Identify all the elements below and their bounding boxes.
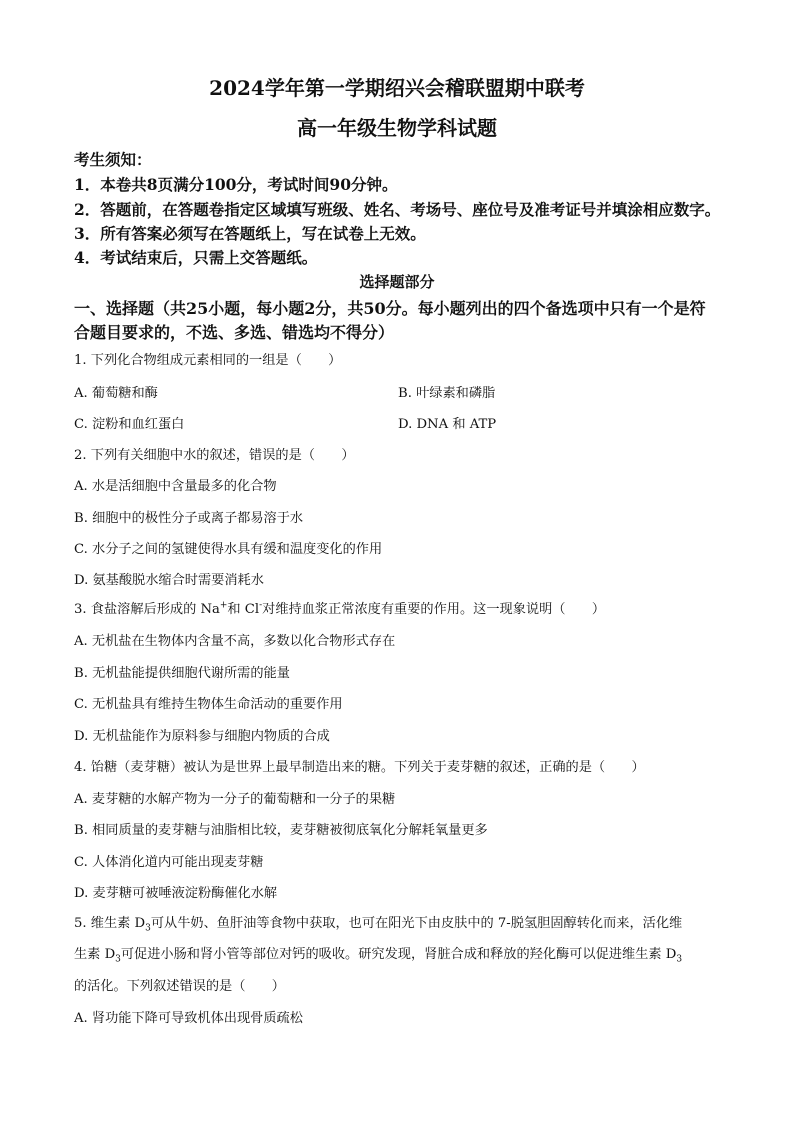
exam-title: 2024学年第一学期绍兴会稽联盟期中联考 [209,76,585,100]
notice-item-1: 1．本卷共8页满分100分，考试时间90分钟。 [74,175,398,194]
question-2-stem: 2. 下列有关细胞中水的叙述，错误的是（ ） [74,448,355,463]
question-1-option-b: B. 叶绿素和磷脂 [398,386,496,401]
question-3-stem-part-1: 3. 食盐溶解后形成的 Na [74,602,220,617]
vitamin-d3-subscript: 3 [145,923,151,934]
question-2-option-d: D. 氨基酸脱水缩合时需要消耗水 [74,573,264,588]
vitamin-d3-subscript: 3 [676,954,683,965]
question-5-option-a: A. 肾功能下降可导致机体出现骨质疏松 [74,1011,303,1026]
question-5-stem-line-2 [74,943,682,965]
question-5-line-1-part-1: 5. 维生素 D [74,916,146,931]
question-5-stem-line-1 [74,912,682,934]
question-5-line-2-part-2: 可促进小肠和肾小管等部位对钙的吸收。研究发现，肾脏合成和释放的羟化酶可以促进维生素 D [120,947,677,962]
sodium-charge: + [219,600,228,611]
question-2-option-a: A. 水是活细胞中含量最多的化合物 [74,479,277,494]
question-5-line-1-part-2: 可从牛奶、鱼肝油等食物中获取，也可在阳光下由皮肤中的 7-脱氢胆固醇转化而来，活化维 [150,916,683,931]
question-2-option-c: C. 水分子之间的氢键使得水具有缓和温度变化的作用 [74,542,383,557]
notice-item-4: 4．考试结束后，只需上交答题纸。 [74,248,318,267]
question-5-stem-line-3: 的活化。下列叙述错误的是（ ） [74,979,285,994]
question-4-option-c: C. 人体消化道内可能出现麦芽糖 [74,855,264,870]
question-5-line-2-part-1: 生素 D [74,947,116,962]
question-1-stem: 1. 下列化合物组成元素相同的一组是（ ） [74,353,342,368]
question-4-option-b: B. 相同质量的麦芽糖与油脂相比较，麦芽糖被彻底氧化分解耗氧量更多 [74,823,488,838]
question-3-option-a: A. 无机盐在生物体内含量不高，多数以化合物形式存在 [74,634,396,649]
notice-item-3: 3．所有答案必须写在答题纸上，写在试卷上无效。 [74,224,426,243]
question-1-option-a: A. 葡萄糖和酶 [74,386,158,401]
question-3-option-b: B. 无机盐能提供细胞代谢所需的能量 [74,666,290,681]
notice-item-2: 2．答题前，在答题卷指定区域填写班级、姓名、考场号、座位号及准考证号并填涂相应数字。 [74,200,721,219]
question-2-option-b: B. 细胞中的极性分子或离子都易溶于水 [74,511,304,526]
question-1-option-c: C. 淀粉和血红蛋白 [74,417,185,432]
question-3-option-d: D. 无机盐能作为原料参与细胞内物质的合成 [74,729,330,744]
question-3-stem [74,598,605,617]
question-3-option-c: C. 无机盐具有维持生物体生命活动的重要作用 [74,697,343,712]
question-3-stem-part-2: 和 Cl [227,602,260,617]
chloride-charge: - [259,600,263,611]
section-label: 选择题部分 [359,273,435,291]
question-4-option-d: D. 麦芽糖可被唾液淀粉酶催化水解 [74,886,278,901]
question-1-option-d: D. DNA 和 ATP [398,417,497,432]
section-instruction-line-2: 合题目要求的，不选、多选、错选均不得分） [74,323,395,342]
notice-heading: 考生须知： [74,150,152,169]
question-3-stem-part-3: 对维持血浆正常浓度有重要的作用。这一现象说明（ ） [262,602,606,617]
question-4-stem: 4. 饴糖（麦芽糖）被认为是世界上最早制造出来的糖。下列关于麦芽糖的叙述，正确的是（ ） [74,760,645,775]
question-4-option-a: A. 麦芽糖的水解产物为一分子的葡萄糖和一分子的果糖 [74,792,396,807]
section-instruction-line-1: 一、选择题（共25小题，每小题2分，共50分。每小题列出的四个备选项中只有一个是符 [74,299,706,318]
vitamin-d3-subscript: 3 [115,954,121,965]
exam-subtitle: 高一年级生物学科试题 [297,116,497,140]
